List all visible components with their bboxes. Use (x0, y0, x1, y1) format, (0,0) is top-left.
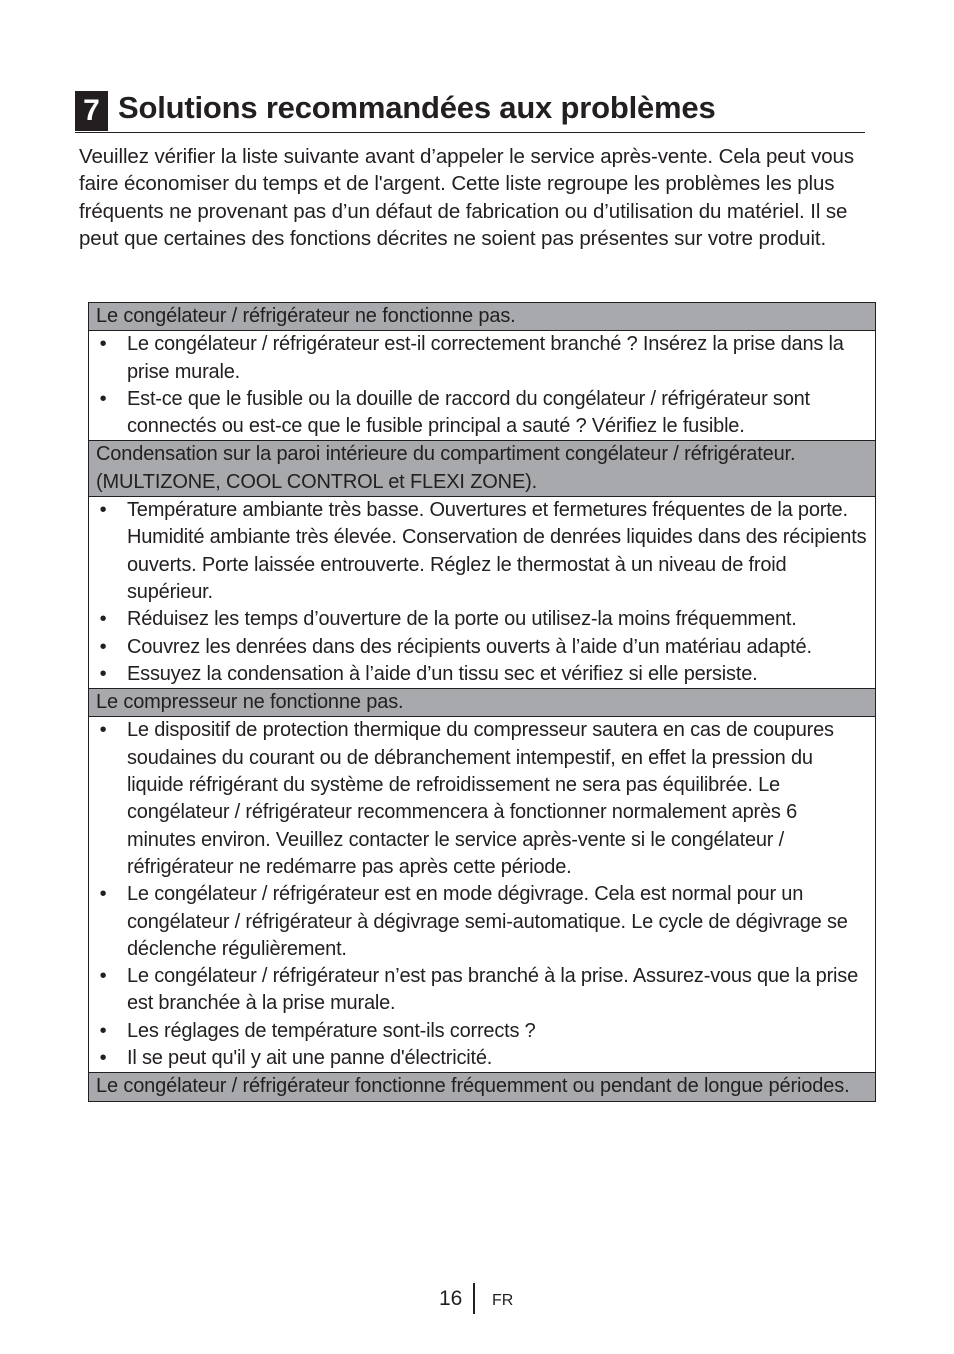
solution-text: Les réglages de température sont-ils corrects ? (127, 1019, 536, 1042)
solution-text: Réduisez les temps d’ouverture de la porte ou utilisez-la moins fréquemment. (127, 608, 797, 631)
intro-paragraph: Veuillez vérifier la liste suivante avant d’appeler le service après-vente. Cela peut vous faire économiser du temps et de l'argent. Cette liste regroupe les problèmes les plus fréquents ne provenant pas d’un défaut de fabrication ou d’utilisation du matériel. Il se peut que certaines des fonctions décrites ne soient pas présentes sur votre produit. (79, 145, 854, 250)
problem-row (89, 303, 876, 331)
footer-divider (473, 1283, 475, 1314)
bullet-icon: • (99, 719, 107, 742)
solution-text: Il se peut qu'il y ait une panne d'électricité. (127, 1047, 493, 1070)
bullet-icon: • (99, 662, 107, 685)
solution-text: Température ambiante très basse. Ouvertures et fermetures fréquentes de la porte. Humidité ambiante très élevée. Conservation de denrées liquides dans des récipients ouverts. Porte laissée entrouverte. Réglez le thermostat à un niveau de froid supérieur. (127, 499, 867, 603)
bullet-icon: • (99, 387, 107, 410)
problem-row (89, 441, 876, 497)
problem-cell: Condensation sur la paroi intérieure du compartiment congélateur / réfrigérateur. (MULTIZONE, COOL CONTROL et FLEXI ZONE). (89, 441, 876, 497)
solution-text: Le congélateur / réfrigérateur est en mode dégivrage. Cela est normal pour un congélateur / réfrigérateur à dégivrage semi-automatique. Le cycle de dégivrage se déclenche régulièrement. (127, 883, 848, 960)
solution-item (89, 963, 875, 1018)
chapter-heading (75, 88, 865, 133)
solution-text: Le congélateur / réfrigérateur n’est pas branché à la prise. Assurez-vous que la prise est branchée à la prise murale. (127, 965, 858, 1015)
problem-cell: Le compresseur ne fonctionne pas. (89, 689, 876, 717)
problem-cell: Le congélateur / réfrigérateur fonctionne fréquemment ou pendant de longue périodes. (89, 1073, 876, 1101)
solution-text: Est-ce que le fusible ou la douille de raccord du congélateur / réfrigérateur sont connectés ou est-ce que le fusible principal a sauté ? Vérifiez le fusible. (127, 387, 810, 438)
solution-item (89, 497, 875, 606)
problem-row (89, 689, 876, 717)
solution-list (89, 331, 875, 440)
solution-item (89, 661, 875, 688)
solutions-cell (89, 717, 876, 1073)
bullet-icon: • (99, 965, 107, 988)
bullet-icon: • (99, 883, 107, 906)
chapter-title: Solutions recommandées aux problèmes (118, 90, 716, 125)
solution-text: Couvrez les denrées dans des récipients ouverts à l’aide d’un matériau adapté. (127, 635, 812, 658)
solution-item (89, 386, 875, 441)
troubleshooting-table (88, 302, 876, 1102)
solution-item (89, 1045, 875, 1072)
solution-list (89, 717, 875, 1072)
solutions-row (89, 497, 876, 689)
solutions-cell (89, 331, 876, 441)
solution-item (89, 1018, 875, 1045)
solution-item (89, 717, 875, 881)
solutions-cell (89, 497, 876, 689)
solution-text: Essuyez la condensation à l’aide d’un tissu sec et vérifiez si elle persiste. (127, 662, 758, 685)
bullet-icon: • (99, 635, 107, 658)
solution-list (89, 497, 875, 688)
solutions-row (89, 717, 876, 1073)
solution-item (89, 881, 875, 963)
language-code: FR (492, 1292, 514, 1309)
solution-text: Le dispositif de protection thermique du compresseur sautera en cas de coupures soudaines du courant ou de débranchement intempestif, en effet la pression du liquide réfrigérant du système de refroidissement ne sera pas équilibrée. Le congélateur / réfrigérateur recommencera à fonctionner normalement après 6 minutes environ. Veuillez contacter le service après-vente si le congélateur / réfrigérateur ne redémarre pas après cette période. (127, 719, 834, 878)
bullet-icon: • (99, 499, 107, 522)
solution-item (89, 634, 875, 661)
chapter-number: 7 (75, 91, 108, 131)
solutions-row (89, 331, 876, 441)
bullet-icon: • (99, 1019, 107, 1042)
bullet-icon: • (99, 333, 107, 356)
page-number: 16 (439, 1287, 463, 1310)
bullet-icon: • (99, 1047, 107, 1070)
problem-cell: Le congélateur / réfrigérateur ne fonctionne pas. (89, 303, 876, 331)
solution-item (89, 606, 875, 633)
bullet-icon: • (99, 608, 107, 631)
solution-item (89, 331, 875, 386)
page-footer (0, 1283, 954, 1315)
solution-text: Le congélateur / réfrigérateur est-il correctement branché ? Insérez la prise dans la prise murale. (127, 333, 844, 383)
problem-row (89, 1073, 876, 1101)
